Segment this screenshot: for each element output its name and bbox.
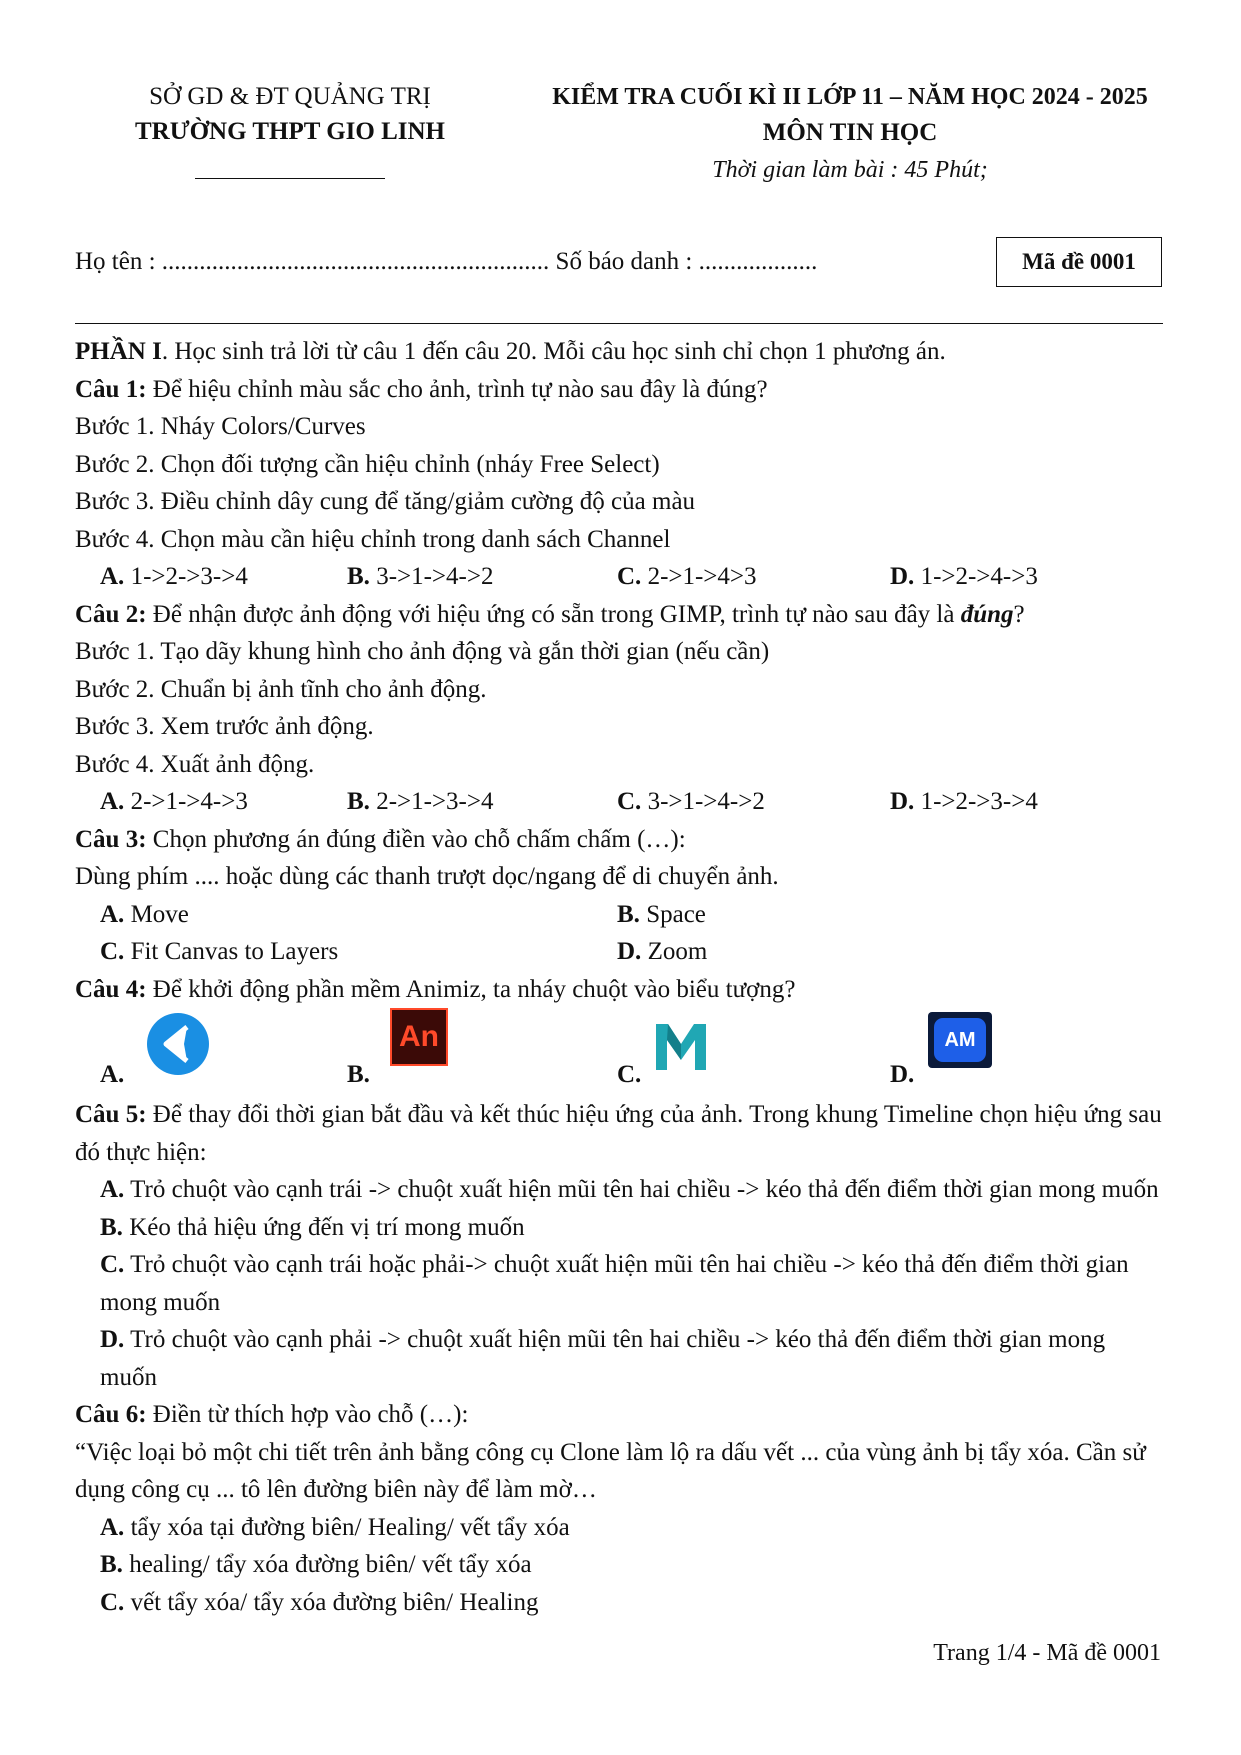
step: Bước 2. Chọn đối tượng cần hiệu chỉnh (nháy Free Select) — [75, 450, 660, 478]
question-3 — [75, 821, 1167, 859]
option-letter: B. — [347, 788, 370, 815]
option-d[interactable] — [890, 783, 1038, 821]
animiz-icon[interactable] — [928, 1012, 992, 1068]
option-letter: C. — [100, 938, 125, 965]
option-text: 1->2->3->4 — [920, 788, 1038, 815]
option-letter: C. — [617, 563, 642, 590]
question-5 — [75, 1096, 1167, 1171]
animiz-icon-inner — [934, 1018, 986, 1062]
maya-icon[interactable] — [654, 1022, 708, 1072]
question-text: Điền từ thích hợp vào chỗ (…): — [146, 1401, 469, 1428]
q4-icon-options — [75, 1008, 1167, 1096]
school-name: TRƯỜNG THPT GIO LINH — [134, 118, 445, 145]
option-a[interactable] — [75, 1509, 1167, 1547]
option-text: Trỏ chuột vào cạnh trái hoặc phải-> chuột xuất hiện mũi tên hai chiều -> kéo thả đến điểm thời gian mong muốn — [100, 1251, 1129, 1316]
option-letter: B. — [347, 563, 370, 590]
option-letter: B. — [100, 1551, 123, 1578]
option-letter: B. — [100, 1213, 123, 1241]
question-label: Câu 5: — [75, 1101, 147, 1128]
option-b[interactable] — [617, 896, 706, 934]
question-text: Để nhận được ảnh động với hiệu ứng có sẵn trong GIMP, trình tự nào sau đây là — [146, 600, 961, 628]
option-letter: D. — [890, 788, 915, 815]
header-underline — [195, 178, 385, 179]
option-b[interactable] — [75, 1209, 1167, 1247]
q3-options-row2 — [75, 933, 1167, 971]
option-c[interactable] — [617, 783, 765, 821]
question-label: Câu 6: — [75, 1401, 147, 1428]
header-right — [500, 80, 1200, 188]
question-label: Câu 1: — [75, 375, 147, 403]
step: Bước 1. Tạo dãy khung hình cho ảnh động và gắn thời gian (nếu cần) — [75, 638, 770, 665]
option-text: Fit Canvas to Layers — [130, 938, 339, 965]
option-text: 3->1->4->2 — [647, 788, 765, 815]
part1-title: PHẦN I — [75, 338, 162, 365]
student-info-row — [75, 248, 817, 276]
question-4 — [75, 971, 1167, 1009]
option-text: Move — [130, 900, 189, 928]
option-text: 2->1->3->4 — [376, 788, 494, 815]
option-text: 2->1->4>3 — [647, 563, 757, 590]
part1-instruction: . Học sinh trả lời từ câu 1 đến câu 20. Mỗi câu học sinh chỉ chọn 1 phương án. — [161, 338, 946, 365]
option-a[interactable] — [100, 558, 248, 596]
option-letter: A. — [100, 563, 125, 590]
question-6 — [75, 1396, 1167, 1434]
student-name-field: Họ tên : .............................................................. — [75, 248, 550, 275]
option-a[interactable] — [100, 896, 189, 934]
option-letter: A. — [100, 900, 125, 928]
option-text: healing/ tẩy xóa đường biên/ vết tẩy xóa — [129, 1551, 532, 1578]
option-text: 1->2->3->4 — [130, 563, 248, 590]
icon-text: AM — [944, 1028, 976, 1051]
q3-options-row1 — [75, 896, 1167, 934]
question-quote: “Việc loại bỏ một chi tiết trên ảnh bằng công cụ Clone làm lộ ra dấu vết ... của vùng ảnh bị tẩy xóa. Cần sử dụng công cụ ... tô lên đường biên này để làm mờ… — [75, 1438, 1146, 1503]
option-d[interactable] — [890, 558, 1038, 596]
exam-code-box: Mã đề 0001 — [996, 237, 1162, 287]
question-label: Câu 4: — [75, 975, 147, 1003]
q2-options — [75, 783, 1167, 821]
option-c[interactable] — [75, 1246, 1167, 1321]
option-letter: B. — [617, 900, 640, 928]
option-letter: A. — [100, 1513, 125, 1541]
option-b[interactable] — [75, 1546, 1167, 1584]
option-text: vết tẩy xóa/ tẩy xóa đường biên/ Healing — [130, 1588, 539, 1616]
option-b[interactable] — [347, 558, 493, 596]
option-a[interactable]: A. — [100, 1061, 125, 1088]
option-text: Kéo thả hiệu ứng đến vị trí mong muốn — [129, 1213, 525, 1241]
option-c[interactable] — [617, 558, 757, 596]
option-text: tẩy xóa tại đường biên/ Healing/ vết tẩy xóa — [130, 1513, 570, 1541]
question-text: Chọn phương án đúng điền vào chỗ chấm chấm (…): — [146, 825, 686, 853]
question-text: Để thay đổi thời gian bắt đầu và kết thúc hiệu ứng của ảnh. Trong khung Timeline chọn hiệu ứng sau đó thực hiện: — [75, 1101, 1162, 1166]
part1-heading — [75, 333, 1167, 371]
option-a[interactable] — [75, 1171, 1167, 1209]
option-d[interactable] — [75, 1321, 1167, 1396]
department-name: SỞ GD & ĐT QUẢNG TRỊ — [149, 83, 431, 110]
step: Bước 4. Xuất ảnh động. — [75, 750, 315, 778]
option-letter: C. — [100, 1588, 125, 1616]
step: Bước 1. Nháy Colors/Curves — [75, 413, 366, 440]
option-text: Zoom — [647, 938, 708, 965]
adobe-animate-icon[interactable] — [390, 1008, 448, 1066]
question-emphasis: đúng — [960, 600, 1014, 628]
option-letter: D. — [100, 1326, 125, 1353]
option-letter: D. — [617, 938, 642, 965]
step: Bước 2. Chuẩn bị ảnh tĩnh cho ảnh động. — [75, 675, 487, 703]
option-letter: C. — [617, 788, 642, 815]
option-c[interactable] — [100, 933, 338, 971]
step: Bước 4. Chọn màu cần hiệu chỉnh trong danh sách Channel — [75, 525, 671, 553]
question-label: Câu 2: — [75, 600, 147, 628]
exam-body — [75, 333, 1167, 1621]
student-id-field: Số báo danh : ................... — [555, 248, 818, 275]
option-text: Trỏ chuột vào cạnh phải -> chuột xuất hiện mũi tên hai chiều -> kéo thả đến điểm thời gian mong muốn — [100, 1326, 1106, 1391]
question-text: Để hiệu chỉnh màu sắc cho ảnh, trình tự nào sau đây là đúng? — [146, 375, 768, 403]
question-end: ? — [1013, 600, 1025, 628]
step: Bước 3. Xem trước ảnh động. — [75, 713, 374, 740]
option-text: 3->1->4->2 — [376, 563, 494, 590]
option-d[interactable] — [617, 933, 707, 971]
option-text: Space — [646, 900, 706, 928]
question-label: Câu 3: — [75, 825, 147, 853]
option-b[interactable] — [347, 783, 493, 821]
option-b[interactable]: B. — [347, 1061, 370, 1088]
option-letter: A. — [100, 788, 125, 815]
option-c[interactable] — [75, 1584, 1167, 1622]
telegram-like-icon[interactable] — [146, 1012, 210, 1076]
option-text: 1->2->4->3 — [920, 563, 1038, 590]
option-text: Trỏ chuột vào cạnh trái -> chuột xuất hiện mũi tên hai chiều -> kéo thả đến điểm thời gian mong muốn — [130, 1176, 1159, 1203]
option-letter: A. — [100, 1176, 125, 1203]
question-1 — [75, 371, 1167, 409]
option-letter: C. — [100, 1251, 125, 1278]
icon-text: An — [399, 1020, 439, 1053]
page-footer: Trang 1/4 - Mã đề 0001 — [933, 1640, 1161, 1666]
option-c[interactable]: C. — [617, 1061, 642, 1088]
question-text: Để khởi động phần mềm Animiz, ta nháy chuột vào biểu tượng? — [146, 975, 796, 1003]
option-d[interactable]: D. — [890, 1061, 915, 1088]
subject-title: MÔN TIN HỌC — [762, 119, 938, 146]
header-separator — [75, 323, 1163, 324]
q1-options — [75, 558, 1167, 596]
exam-time: Thời gian làm bài : 45 Phút; — [712, 157, 988, 183]
header-left — [90, 80, 490, 179]
question-2 — [75, 596, 1167, 634]
question-line: Dùng phím .... hoặc dùng các thanh trượt dọc/ngang để di chuyển ảnh. — [75, 863, 779, 890]
step: Bước 3. Điều chỉnh dây cung để tăng/giảm cường độ của màu — [75, 488, 696, 515]
option-letter: D. — [890, 563, 915, 590]
exam-title: KIỂM TRA CUỐI KÌ II LỚP 11 – NĂM HỌC 2024 - 2025 — [552, 84, 1148, 110]
option-text: 2->1->4->3 — [130, 788, 248, 815]
option-a[interactable] — [100, 783, 248, 821]
